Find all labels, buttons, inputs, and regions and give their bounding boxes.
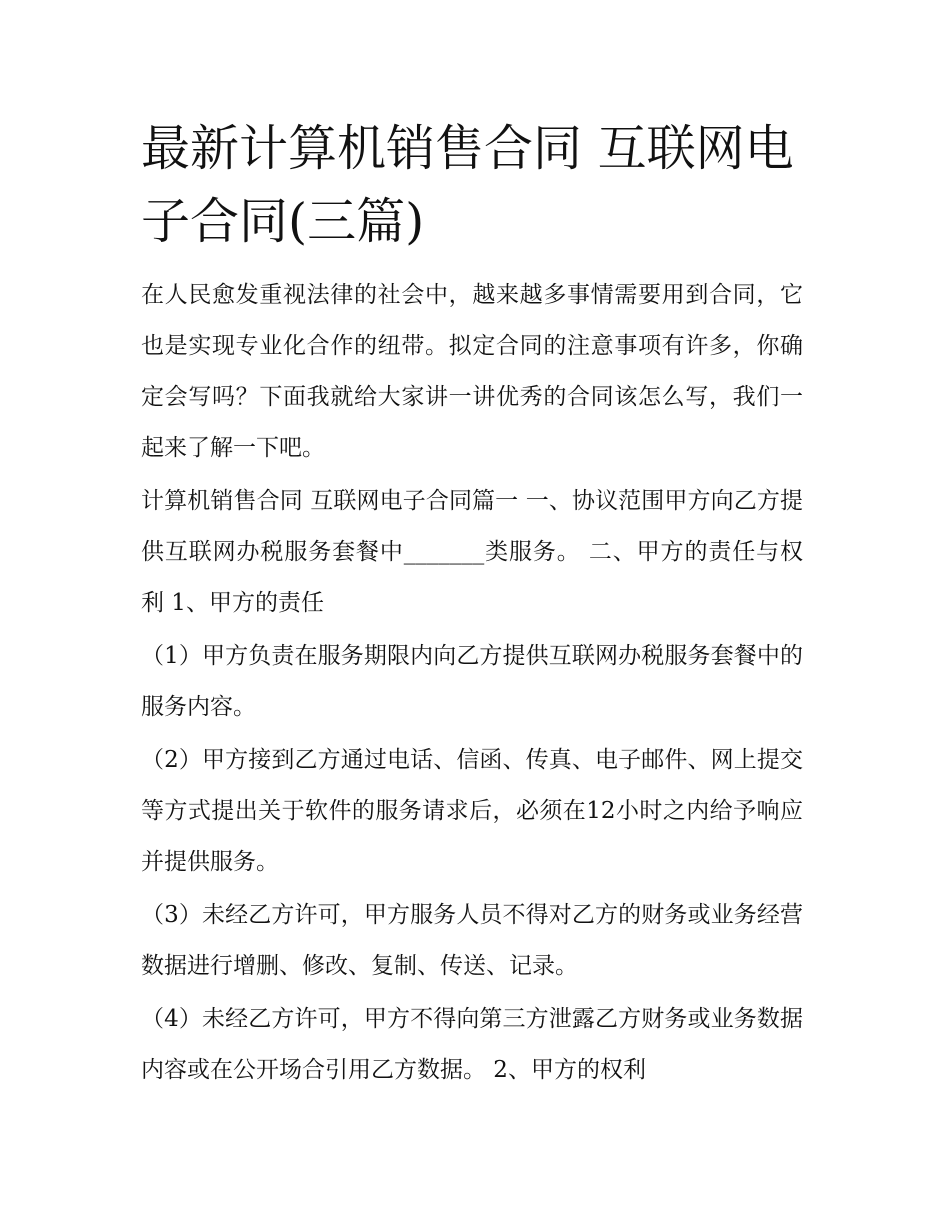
clause-1-paragraph: （1）甲方负责在服务期限内向乙方提供互联网办税服务套餐中的服务内容。 <box>141 643 803 720</box>
contract-scope-paragraph: 计算机销售合同 互联网电子合同篇一 一、协议范围甲方向乙方提供互联网办税服务套餐中_______类服务。 二、甲方的责任与权利 1、甲方的责任 <box>141 488 803 616</box>
clause-3-paragraph: （3）未经乙方许可，甲方服务人员不得对乙方的财务或业务经营数据进行增删、修改、复制、传送、记录。 <box>141 902 803 979</box>
clause-2-paragraph: （2）甲方接到乙方通过电话、信函、传真、电子邮件、网上提交等方式提出关于软件的服务请求后，必须在12小时之内给予响应并提供服务。 <box>141 747 803 875</box>
document-title: 最新计算机销售合同 互联网电子合同(三篇) <box>141 120 794 250</box>
clause-4-paragraph: （4）未经乙方许可，甲方不得向第三方泄露乙方财务或业务数据内容或在公开场合引用乙方数据。 2、甲方的权利 <box>141 1006 803 1083</box>
intro-paragraph: 在人民愈发重视法律的社会中，越来越多事情需要用到合同，它也是实现专业化合作的纽带。拟定合同的注意事项有许多，你确定会写吗？下面我就给大家讲一讲优秀的合同该怎么写，我们一起来了解一下吧。 <box>141 282 803 461</box>
document-body <box>141 270 803 1096</box>
document-page <box>141 112 803 1098</box>
